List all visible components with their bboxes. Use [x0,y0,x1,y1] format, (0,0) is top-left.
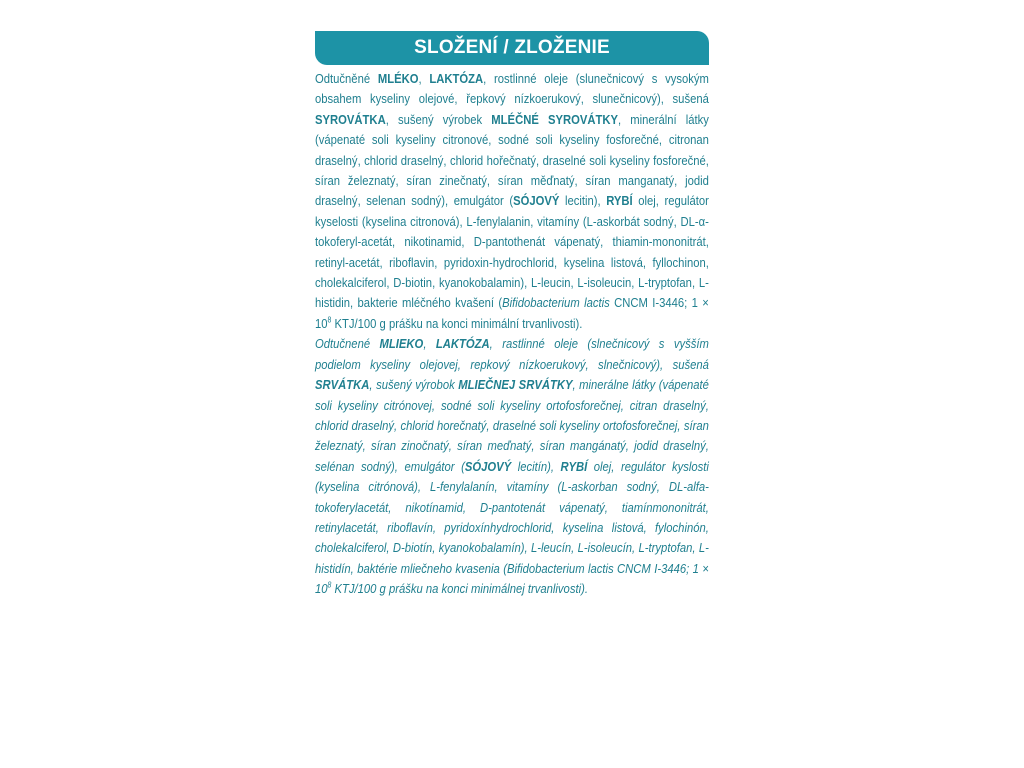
ingredients-sk [315,334,709,599]
ingredient-text: , [423,336,436,352]
allergen-text: RYBÍ [606,193,633,209]
ingredients-header [315,31,709,65]
ingredient-text: lecitin), [559,193,607,209]
allergen-text: RYBÍ [560,458,588,474]
allergen-text: MLÉČNÉ SYROVÁTKY [491,111,619,127]
allergen-text: MLIEKO [379,336,424,352]
ingredients-body [315,69,709,600]
allergen-text: MLÉKO [377,71,419,86]
ingredient-text: , minerální látky (vápenaté soli kyseliny citronové, sodné soli kyseliny fosforečné, citronan draselný, chlorid draselný, chlorid hořečnatý, draselné soli kyseliny fosforečné, síran železnatý, síran zinečnatý, síran měďnatý, síran manganatý, jodid draselný, selenan sodný), emulgátor ( [315,111,709,209]
italic-text: Bifidobacterium lactis [502,295,610,311]
allergen-text: SÓJOVÝ [513,193,560,209]
ingredient-text: olej, regulátor kyselosti (kyselina citronová), L-fenylalanin, vitamíny (L-askorbát sodný, DL-α-tokoferyl-acetát, nikotinamid, D-pantothenát vápenatý, thiamin-mononitrát, retinyl-acetát, riboflavin, pyridoxin-hydrochlorid, kyselina listová, fyllochinon, cholekalciferol, D-biotin, kyanokobalamin), L-leucin, L-isoleucin, L-tryptofan, L-histidin, bakterie mléčného kvašení ( [315,193,709,311]
ingredient-text: KTJ/100 g prášku na konci minimálnej trvanlivosti). [331,581,588,597]
header-title: SLOŽENÍ / ZLOŽENIE [414,37,610,58]
ingredient-text: olej, regulátor kyslosti (kyselina citrónová), L-fenylalanín, vitamíny (L-askorban sodný, DL-alfa-tokoferylacetát, nikotínamid, D-pantotenát vápenatý, tiamínmononitrát, retinylacetát, riboflavín, pyridoxínhydrochlorid, kyselina listová, fylochinón, cholekalciferol, D-biotín, kyanokobalamín), L-leucín, L-isoleucín, L-tryptofan, L-histidín, baktérie mliečneho kvasenia (Bifidobacterium lactis CNCM I-3446; 1 × 10 [315,458,709,597]
ingredient-text: , [418,71,430,86]
superscript-text: 8 [327,580,332,590]
ingredient-text: , minerálne látky (vápenaté soli kyseliny citrónovej, sodné soli kyseliny ortofosforečnej, citran draselný, chlorid draselný, chlorid horečnatý, draselné soli kyseliny ortofosforečnej, síran železnatý, síran zinočnatý, síran meďnatý, síran mangánatý, jodid draselný, selénan sodný), emulgátor ( [315,377,709,474]
allergen-text: SRVÁTKA [315,377,370,393]
ingredient-text: , rastlinné oleje (slnečnicový s vyšším podielom kyseliny olejovej, repkový nízkoerukový, slnečnicový), sušená [315,336,709,372]
ingredient-text: Odtučněné [315,71,378,86]
allergen-text: LAKTÓZA [429,71,484,86]
ingredient-text: , sušený výrobek [385,111,492,127]
allergen-text: SÓJOVÝ [464,458,512,474]
allergen-text: SYROVÁTKA [315,111,386,127]
ingredient-text: KTJ/100 g prášku na konci minimální trvanlivosti). [331,315,583,331]
ingredient-text: Odtučnené [315,336,380,352]
ingredients-cz [315,69,709,334]
allergen-text: LAKTÓZA [435,336,490,352]
ingredient-text: lecitín), [511,458,561,474]
superscript-text: 8 [327,315,332,325]
ingredient-text: , rostlinné oleje (slunečnicový s vysokým obsahem kyseliny olejové, řepkový nízkoerukový, slunečnicový), sušená [315,71,709,107]
ingredient-text: CNCM I-3446; 1 × 10 [315,295,709,331]
ingredients-panel [315,31,709,600]
ingredient-text: , sušený výrobok [369,377,459,393]
allergen-text: MLIEČNEJ SRVÁTKY [458,377,573,393]
